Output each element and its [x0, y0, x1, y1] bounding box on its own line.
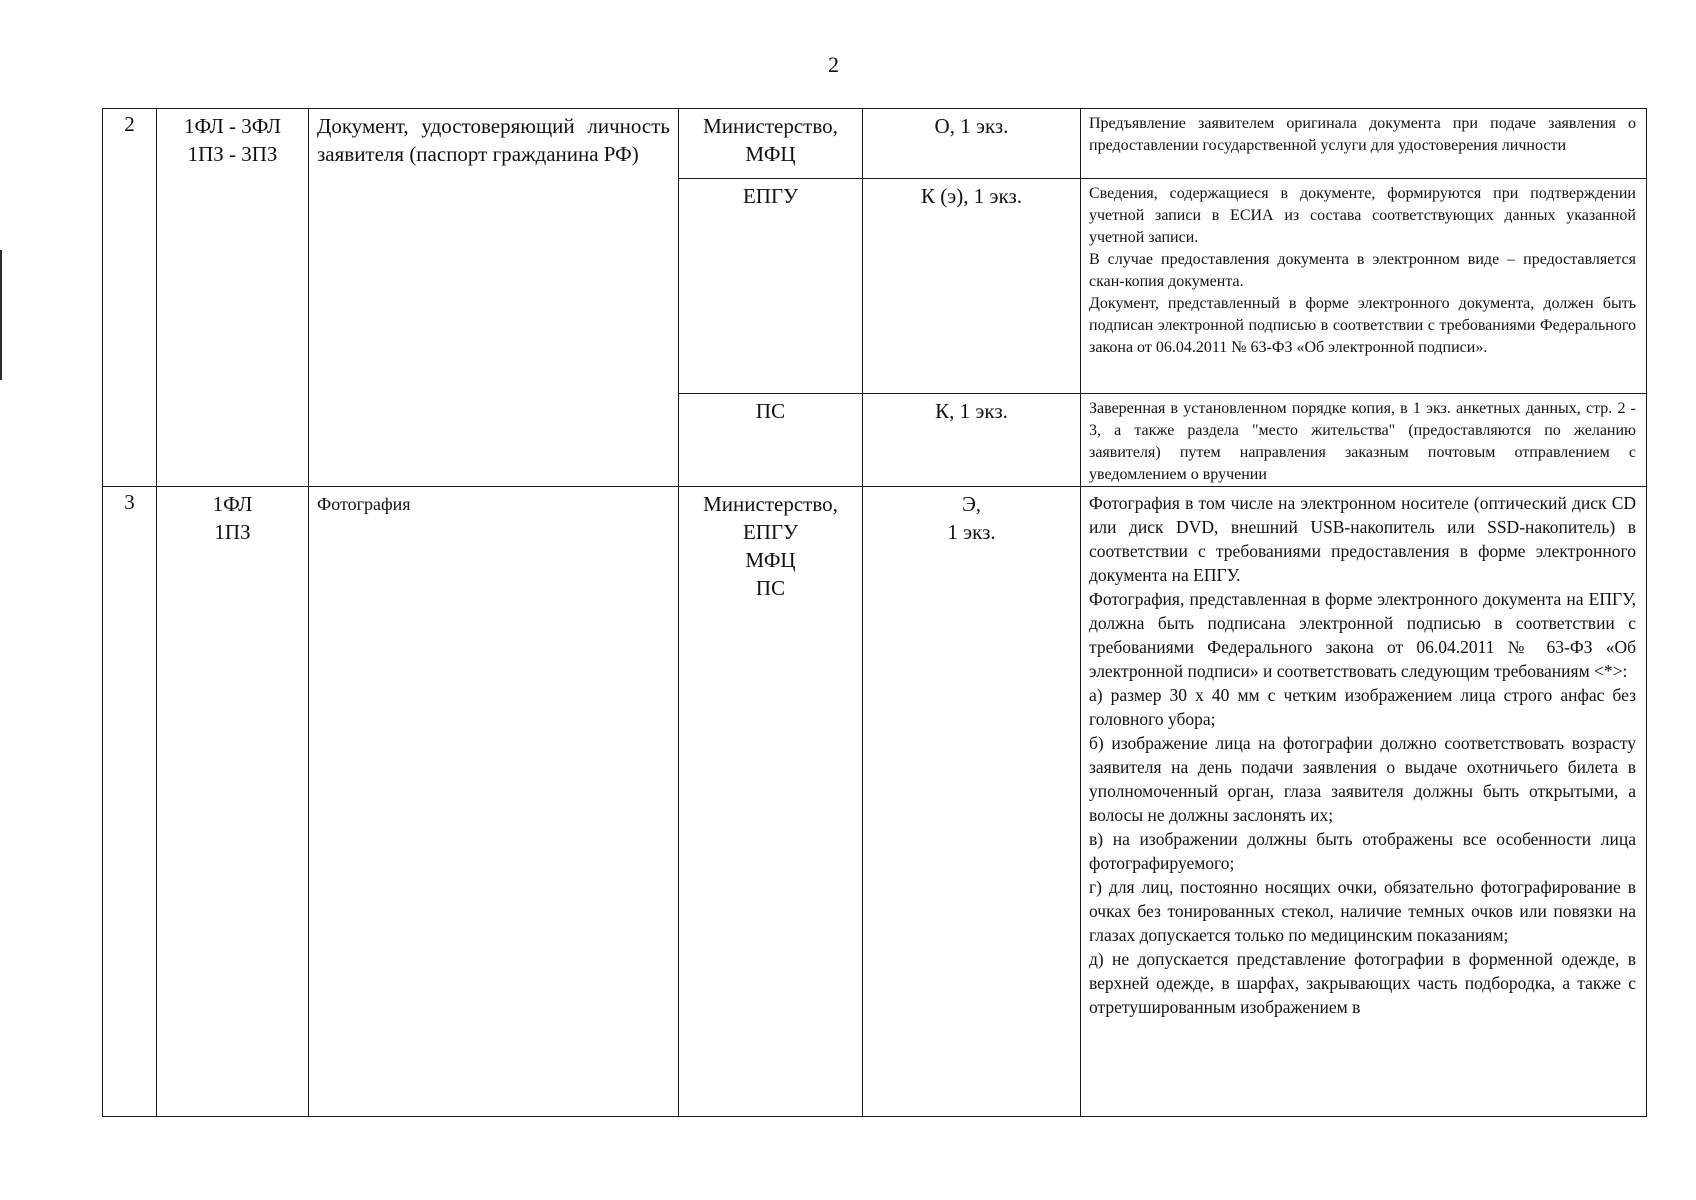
document-name: Фотография	[309, 487, 679, 1117]
submission-channel	[679, 394, 863, 487]
form-line: К, 1 экз.	[935, 399, 1008, 423]
page-number: 2	[828, 52, 839, 77]
form-line: Э,	[961, 492, 982, 516]
note-paragraph: б) изображение лица на фотографии должно соответствовать возрасту заявителя на день подачи заявления о выдаче охотничьего билета в уполномоченный орган, глаза заявителя должны быть открытыми, а волосы не должны заслонять их;	[1089, 733, 1636, 825]
document-requirements	[1081, 109, 1647, 179]
submission-channel	[679, 179, 863, 394]
code-line: 1ПЗ - 3ПЗ	[187, 142, 278, 166]
note-paragraph: Сведения, содержащиеся в документе, формируются при подтверждении учетной записи в ЕСИА из состава соответствующих данных указанной учетной записи.	[1089, 185, 1636, 246]
note-paragraph: в) на изображении должны быть отображены все особенности лица фотографируемого;	[1089, 829, 1636, 873]
document-form	[863, 487, 1081, 1117]
document-requirements	[1081, 179, 1647, 394]
applicant-codes	[157, 109, 309, 487]
form-line: О, 1 экз.	[934, 114, 1009, 138]
document-requirements	[1081, 487, 1647, 1117]
table-row	[103, 487, 1647, 1117]
note-paragraph: а) размер 30 х 40 мм с четким изображением лица строго анфас без головного убора;	[1089, 685, 1636, 729]
note-paragraph: Фотография в том числе на электронном носителе (оптический диск CD или диск DVD, внешний USB-накопитель или SSD-накопитель) в соответствии с требованиями предоставления в форме электронного документа на ЕПГУ.	[1089, 493, 1636, 585]
org-line: Министерство,	[703, 114, 838, 138]
document-requirements	[1081, 394, 1647, 487]
note-paragraph: Предъявление заявителем оригинала документа при подаче заявления о предоставлении государственной услуги для удостоверения личности	[1089, 115, 1636, 154]
code-line: 1ФЛ	[212, 492, 253, 516]
form-line: 1 экз.	[947, 520, 996, 544]
code-line: 1ФЛ - 3ФЛ	[183, 114, 281, 138]
code-line: 1ПЗ	[214, 520, 251, 544]
note-paragraph: г) для лиц, постоянно носящих очки, обязательно фотографирование в очках без тонированных стекол, наличие темных очков или повязки на глазах допускается только по медицинским показаниям;	[1089, 877, 1636, 945]
org-line: МФЦ	[745, 142, 796, 166]
row-number: 2	[103, 109, 157, 487]
note-paragraph: Заверенная в установленном порядке копия, в 1 экз. анкетных данных, стр. 2 - 3, а также раздела "место жительства" (предоставляются по желанию заявителя) путем направления заказным почтовым отправлением с уведомлением о вручении	[1089, 400, 1636, 483]
document-form	[863, 109, 1081, 179]
documents-table	[102, 108, 1647, 1117]
document-form	[863, 179, 1081, 394]
submission-channel	[679, 487, 863, 1117]
document-form	[863, 394, 1081, 487]
org-line: ПС	[755, 576, 786, 600]
note-paragraph: Фотография, представленная в форме электронного документа на ЕПГУ, должна быть подписана электронной подписью в соответствии с требованиями Федерального закона от 06.04.2011 № 63-ФЗ «Об электронной подписи» и соответствовать следующим требованиям <*>:	[1089, 589, 1636, 681]
org-line: ПС	[755, 399, 786, 423]
submission-channel	[679, 109, 863, 179]
note-paragraph: В случае предоставления документа в электронном виде – предоставляется скан-копия документа.	[1089, 251, 1636, 290]
document-name: Документ, удостоверяющий личность заявителя (паспорт гражданина РФ)	[309, 109, 679, 487]
note-paragraph: д) не допускается представление фотографии в форменной одежде, в верхней одежде, в шарфах, закрывающих часть подбородка, а также с отретушированным изображением в	[1089, 949, 1636, 1017]
form-line: К (э), 1 экз.	[921, 184, 1022, 208]
org-line: Министерство,	[703, 492, 838, 516]
table-row	[103, 109, 1647, 179]
scan-edge-mark	[0, 250, 2, 380]
row-number: 3	[103, 487, 157, 1117]
applicant-codes	[157, 487, 309, 1117]
org-line: ЕПГУ	[742, 520, 798, 544]
note-paragraph: Документ, представленный в форме электронного документа, должен быть подписан электронной подписью в соответствии с требованиями Федерального закона от 06.04.2011 № 63-ФЗ «Об электронной подписи».	[1089, 295, 1636, 356]
org-line: МФЦ	[745, 548, 796, 572]
org-line: ЕПГУ	[742, 184, 798, 208]
